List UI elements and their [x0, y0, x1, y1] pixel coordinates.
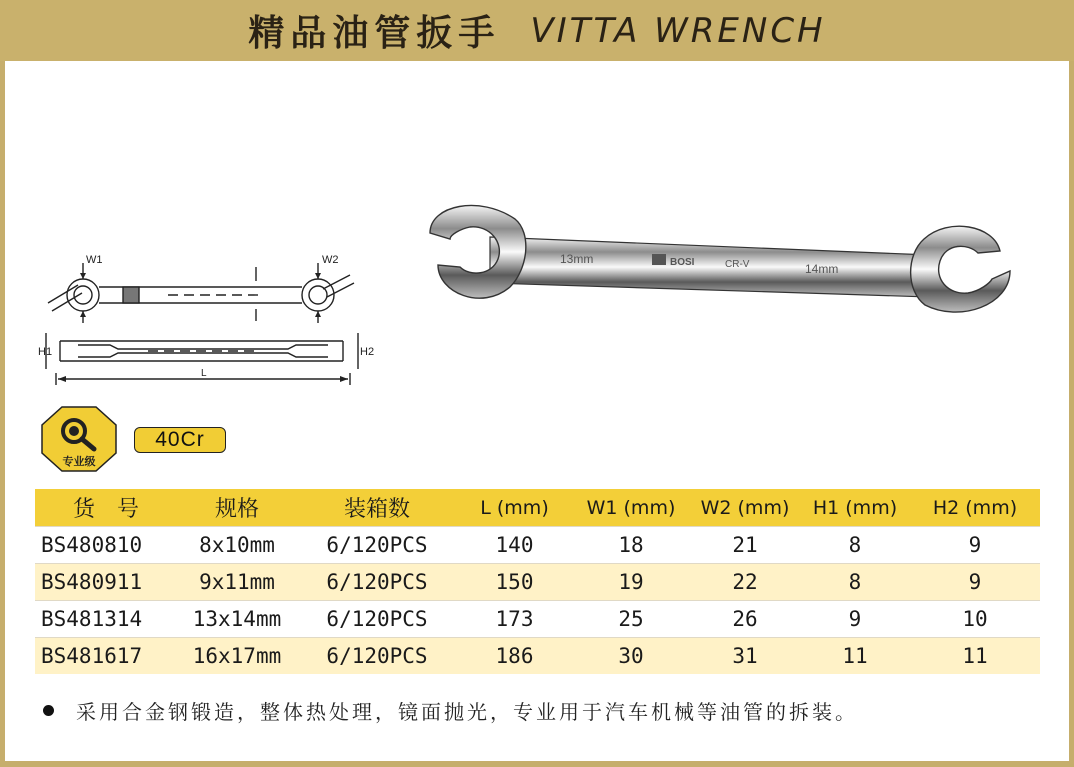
header-spec: 规格 [177, 489, 297, 527]
cell-spec: 16x17mm [177, 638, 297, 675]
cell-w1: 30 [572, 638, 690, 675]
cell-packing: 6/120PCS [297, 564, 457, 601]
table-row [35, 564, 1040, 601]
cell-l: 173 [457, 601, 572, 638]
cell-h1: 8 [800, 527, 910, 564]
wrench-photo [420, 195, 1020, 340]
cell-h2: 9 [910, 564, 1040, 601]
header-w2: W2 (mm) [690, 489, 800, 527]
header-h1: H1 (mm) [800, 489, 910, 527]
cell-l: 150 [457, 564, 572, 601]
cell-packing: 6/120PCS [297, 601, 457, 638]
table-row [35, 638, 1040, 675]
size-right-mark: 14mm [805, 262, 839, 276]
brand-mark: BOSI [670, 257, 695, 268]
cell-w1: 18 [572, 527, 690, 564]
cell-h2: 10 [910, 601, 1040, 638]
cell-h1: 11 [800, 638, 910, 675]
gear-icon [69, 426, 79, 436]
brand-logo-icon [652, 254, 666, 265]
title-english: VITTA WRENCH [530, 10, 826, 51]
table-header-row [35, 489, 1040, 527]
cell-w2: 21 [690, 527, 800, 564]
w1-label: W1 [86, 254, 103, 266]
feature-note-text: 采用合金钢锻造，整体热处理，镜面抛光，专业用于汽车机械等油管的拆装。 [76, 700, 858, 724]
cell-w2: 31 [690, 638, 800, 675]
cell-spec: 8x10mm [177, 527, 297, 564]
material-tag: 40Cr [134, 427, 226, 453]
dimension-diagram [38, 245, 383, 390]
spec-table [35, 489, 1040, 674]
header-packing: 装箱数 [297, 489, 457, 527]
w2-label: W2 [322, 254, 339, 266]
h2-label: H2 [360, 346, 375, 358]
table-row [35, 527, 1040, 564]
cell-code: BS480911 [35, 564, 177, 601]
header-code: 货 号 [35, 489, 177, 527]
cell-w1: 25 [572, 601, 690, 638]
l-label: L [201, 368, 207, 379]
table-row [35, 601, 1040, 638]
feature-note [43, 696, 858, 725]
cell-l: 140 [457, 527, 572, 564]
header-h2: H2 (mm) [910, 489, 1040, 527]
cell-packing: 6/120PCS [297, 638, 457, 675]
cell-w2: 22 [690, 564, 800, 601]
cell-w2: 26 [690, 601, 800, 638]
size-left-mark: 13mm [560, 252, 594, 266]
cell-l: 186 [457, 638, 572, 675]
badge-label: 专业级 [62, 455, 96, 468]
cell-h1: 9 [800, 601, 910, 638]
cell-packing: 6/120PCS [297, 527, 457, 564]
cell-h1: 8 [800, 564, 910, 601]
cell-spec: 9x11mm [177, 564, 297, 601]
cell-spec: 13x14mm [177, 601, 297, 638]
cell-h2: 11 [910, 638, 1040, 675]
cell-h2: 9 [910, 527, 1040, 564]
title-chinese: 精品油管扳手 [248, 13, 501, 54]
bullet-icon [43, 705, 54, 716]
professional-badge [40, 405, 118, 473]
cell-code: BS481314 [35, 601, 177, 638]
header-l: L (mm) [457, 489, 572, 527]
cell-code: BS481617 [35, 638, 177, 675]
material-mark: CR-V [725, 259, 750, 270]
cell-code: BS480810 [35, 527, 177, 564]
h1-label: H1 [38, 346, 53, 358]
header-w1: W1 (mm) [572, 489, 690, 527]
header-bar [0, 0, 1074, 61]
cell-w1: 19 [572, 564, 690, 601]
